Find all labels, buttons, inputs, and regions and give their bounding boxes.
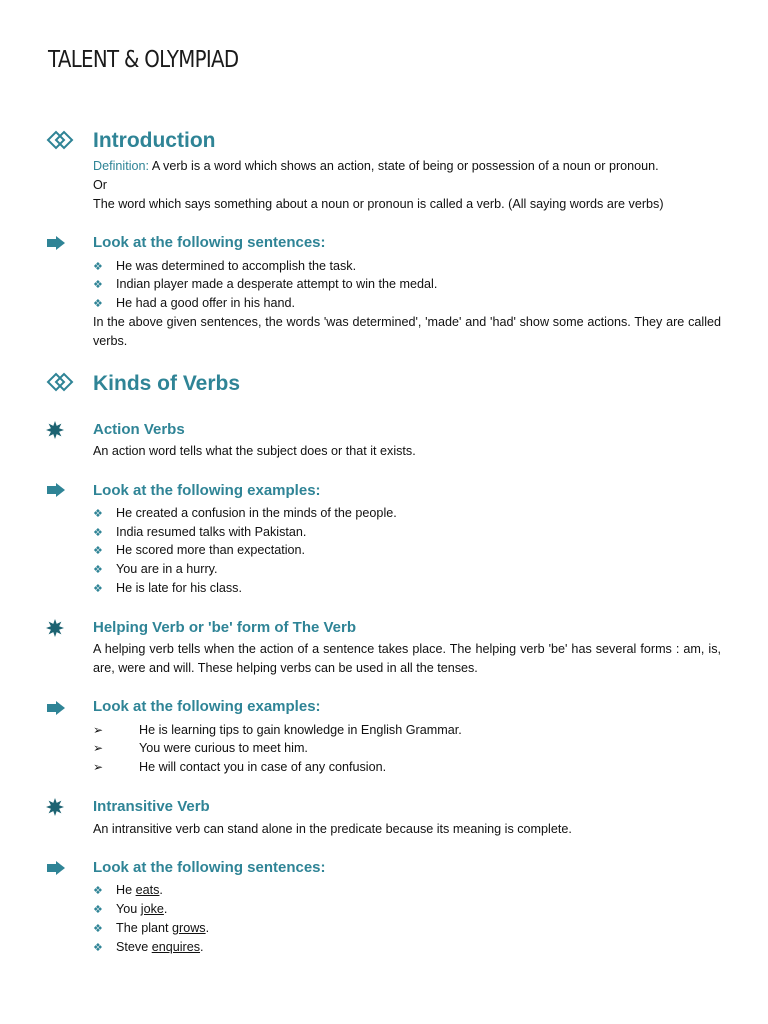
definition-label: Definition:: [93, 159, 150, 173]
double-diamond-icon: [46, 372, 74, 392]
list-item: ❖ He eats.: [93, 881, 163, 901]
underlined-verb: grows: [172, 921, 206, 935]
sunburst-icon: [46, 421, 64, 439]
sunburst-icon: [46, 619, 64, 637]
intro-heading: Introduction: [93, 129, 216, 152]
right-arrow-icon: [46, 700, 66, 716]
list-item: ❖ The plant grows.: [93, 919, 209, 939]
kinds-heading: Kinds of Verbs: [93, 372, 241, 395]
list-item: ❖ He created a confusion in the minds of the people.: [93, 504, 397, 524]
underlined-verb: joke: [140, 902, 164, 916]
intro-or: Or: [93, 178, 107, 192]
intransitive-text: An intransitive verb can stand alone in the predicate because its meaning is complete.: [93, 822, 572, 836]
examples2-heading: Look at the following examples:: [93, 698, 321, 715]
action-text: An action word tells what the subject does or that it exists.: [93, 444, 416, 458]
arrowhead-bullet-icon: ➢: [93, 760, 104, 774]
page-header-title: TALENT & OLYMPIAD: [48, 47, 239, 73]
list-item: ❖ He was determined to accomplish the task.: [93, 257, 356, 277]
arrowhead-bullet-icon: ➢: [93, 741, 104, 755]
diamond-bullet-icon: ❖: [93, 885, 103, 897]
action-heading: Action Verbs: [93, 421, 185, 438]
diamond-bullet-icon: ❖: [93, 583, 103, 595]
sentences1-heading: Look at the following sentences:: [93, 234, 326, 251]
helping-heading: Helping Verb or 'be' form of The Verb: [93, 619, 357, 636]
right-arrow-icon: [46, 482, 66, 498]
helping-text: A helping verb tells when the action of a sentence takes place. The helping verb 'be' has several forms : am, is, are, were and will. These helping verbs can be used in all the tenses.: [93, 642, 721, 675]
list-item: ❖ Steve enquires.: [93, 938, 204, 958]
list-item: ❖ You are in a hurry.: [93, 560, 218, 580]
diamond-bullet-icon: ❖: [93, 527, 103, 539]
list-item: ➢ He is learning tips to gain knowledge in English Grammar.: [93, 721, 462, 740]
diamond-bullet-icon: ❖: [93, 279, 103, 291]
list-item: ❖ He had a good offer in his hand.: [93, 294, 295, 314]
list-item: ➢ You were curious to meet him.: [93, 739, 308, 758]
right-arrow-icon: [46, 235, 66, 251]
diamond-bullet-icon: ❖: [93, 298, 103, 310]
definition-text: A verb is a word which shows an action, state of being or possession of a noun or pronoun.: [151, 159, 659, 173]
list-item: ❖ He scored more than expectation.: [93, 541, 305, 561]
right-arrow-icon: [46, 860, 66, 876]
diamond-bullet-icon: ❖: [93, 904, 103, 916]
double-diamond-icon: [46, 130, 74, 150]
sentences2-heading: Look at the following sentences:: [93, 859, 326, 876]
diamond-bullet-icon: ❖: [93, 261, 103, 273]
diamond-bullet-icon: ❖: [93, 564, 103, 576]
intro-definition: [93, 157, 721, 176]
list-item: ❖ Indian player made a desperate attempt to win the medal.: [93, 275, 437, 295]
diamond-bullet-icon: ❖: [93, 508, 103, 520]
list-item: ➢ He will contact you in case of any confusion.: [93, 758, 386, 777]
underlined-verb: enquires: [151, 940, 201, 954]
diamond-bullet-icon: ❖: [93, 942, 103, 954]
list-item: ❖ You joke.: [93, 900, 167, 920]
diamond-bullet-icon: ❖: [93, 545, 103, 557]
arrowhead-bullet-icon: ➢: [93, 723, 104, 737]
sunburst-icon: [46, 798, 64, 816]
examples1-heading: Look at the following examples:: [93, 482, 321, 499]
intro-line2: The word which says something about a noun or pronoun is called a verb. (All saying words are verbs): [93, 197, 664, 211]
list-item: ❖ He is late for his class.: [93, 579, 242, 599]
diamond-bullet-icon: ❖: [93, 923, 103, 935]
intransitive-heading: Intransitive Verb: [93, 798, 210, 815]
underlined-verb: eats: [135, 883, 160, 897]
list-item: ❖ India resumed talks with Pakistan.: [93, 523, 306, 543]
sentences1-note: In the above given sentences, the words 'was determined', 'made' and 'had' show some actions. They are called verbs.: [93, 315, 721, 348]
